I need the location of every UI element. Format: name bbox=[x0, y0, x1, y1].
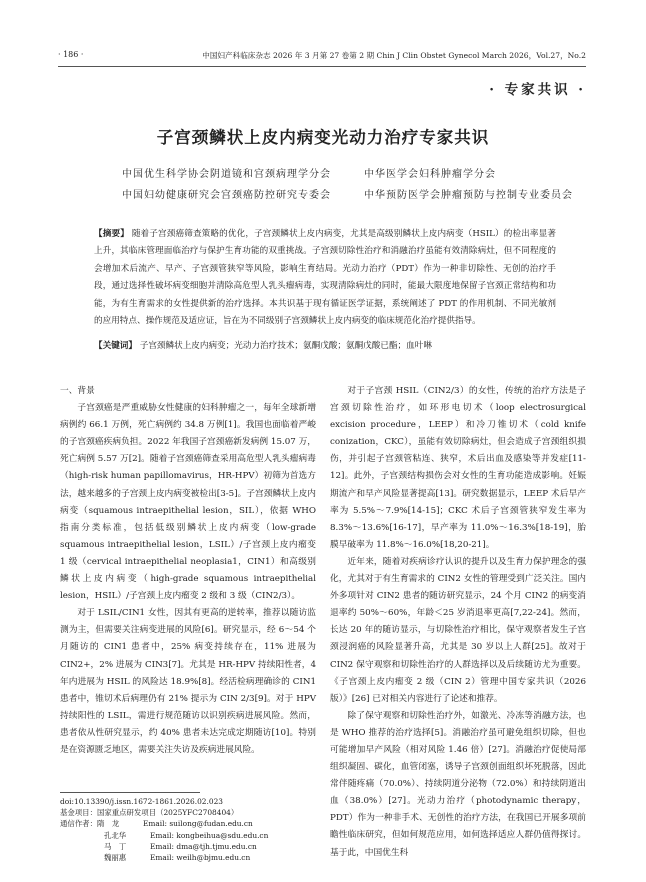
doi: doi:10.13390/j.issn.1672-1861.2026.02.023 bbox=[60, 797, 223, 806]
corresponding-author-1 bbox=[60, 818, 320, 829]
footnote-divider bbox=[60, 792, 200, 793]
paragraph: 子宫颈癌是严重威胁女性健康的妇科肿瘤之一，每年全球新增病例约 66.1 万例，死亡病例约 34.8 万例[1]。我国也面临着严峻的子宫颈癌疾病负担。2022 年我国子宫颈癌新发病例 15.07 万，死亡病例 5.57 万[2]。随着子宫颈癌筛查采用高危型人乳头瘤病毒（high-risk human papillomavirus，HR-HPV）初筛为首选方法，越来越多的子宫颈上皮内病变被检出[3-5]。子宫颈鳞状上皮内病变（squamous intraepithelial lesion，SIL），依据 WHO 指南分类标准，包括低级别鳞状上皮内病变（low-grade squamous intraepithelial lesion，LSIL）/子宫颈上皮内瘤变 1 级（cervical intraepithelial neoplasia1，CIN1）和高级别鳞状上皮内病变（high-grade squamous intraepithelial lesion，HSIL）/子宫颈上皮内瘤变 2 级和 3 级（CIN2/3）。 bbox=[60, 403, 316, 602]
author-name: 孔北华 bbox=[104, 830, 127, 840]
keywords-text: 子宫颈鳞状上皮内病变；光动力治疗技术；氨酮戊酸；氨酮戊酸已酯；血叶啉 bbox=[139, 341, 432, 351]
abstract bbox=[94, 226, 556, 330]
author-email: Email: weilh@bjmu.edu.cn bbox=[150, 853, 251, 863]
paragraph: 对于 LSIL/CIN1 女性，因其有更高的逆转率，推荐以随访监测为主，但需要关注病变进展的风险[6]。研究显示，经 6～54 个月随访的 CIN1 患者中，25% 病变持续存在，11% 进展为 CIN2+，2% 进展为 CIN3[7]。尤其是 HR-HPV 持续阳性者，4 年内进展为 HSIL 的风险达 18.9%[8]。经活检病理确诊的 CIN1 患者中，锥切术后病理仍有 21% 提示为 CIN 2/3[9]。对于 HPV 持续阳性的 LSIL，需进行规范随访以识别疾病进展风险。然而，患者依从性研究显示，约 40% 患者未达完成定期随访[10]。特别是在资源匮乏地区，需要关注失访及疾病进展风险。 bbox=[60, 608, 316, 755]
corresponding-author-3 bbox=[60, 841, 320, 852]
paragraph: 除了保守观察和切除性治疗外，如激光、冷冻等消融方法，也是 WHO 推荐的治疗选择[5]。消融治疗虽可避免组织切除，但也可能增加早产风险（相对风险 1.46 倍）[27]。消融治疗促使局部组织凝固、碳化，血管闭塞，诱导子宫颈创面组织坏死脱落，因此常伴随疼痛（70.0%）、持续阴道分泌物（72.0%）和持续阴道出血（38.0%）[27]。光动力治疗（photodynamic therapy，PDT）作为一种非手术、无创性的治疗方法，在我国已开展多项前瞻性临床研究，但如何规范应用，如何选择适应人群仍值得探讨。基于此，中国优生科 bbox=[330, 710, 586, 858]
organization-1: 中国优生科学协会阴道镜和宫颈病理学分会 bbox=[122, 169, 331, 180]
corresponding-author-4 bbox=[60, 852, 320, 863]
body-left-column bbox=[60, 383, 316, 759]
author-email: Email: dma@tjh.tjmu.edu.cn bbox=[150, 841, 257, 851]
organization-3: 中国妇幼健康研究会宫颈癌防控研究专委会 bbox=[122, 190, 331, 201]
page-number: · 186 · bbox=[58, 50, 84, 59]
organization-2: 中华医学会妇科肿瘤学分会 bbox=[364, 169, 496, 180]
paragraph: 对于子宫颈 HSIL（CIN2/3）的女性，传统的治疗方法是子宫颈切除性治疗，如环形电切术（loop electrosurgical excision procedure，LEEP）和冷刀锥切术（cold knife conization，CKC），虽能有效切除病灶，但会造成子宫颈组织损伤，并引起子宫颈管粘连、狭窄，术后出血及感染等并发症[11-12]。此外，子宫颈结构损伤会对女性的生育功能造成影响。妊娠期流产和早产风险显著提高[13]。研究数据显示，LEEP 术后早产率为 5.5%～7.9%[14-15]；CKC 术后子宫颈管狭窄发生率为 8.3%～13.6%[16-17]，早产率为 11.0%～16.3%[18-19]，胎膜早破率为 11.8%～16.0%[18,20-21]。 bbox=[330, 386, 586, 550]
column-tag: · 专家共识 · bbox=[489, 82, 586, 98]
abstract-label: 【摘要】 bbox=[94, 229, 129, 239]
journal-running-head: 中国妇产科临床杂志 2026 年 3 月第 27 卷第 2 期 Chin J Clin Obstet Gynecol March 2026，Vol.27，No.2 bbox=[202, 51, 586, 60]
footnotes bbox=[60, 796, 320, 863]
contact-label: 通信作者： bbox=[60, 819, 97, 829]
author-email: Email: suilong@fudan.edu.cn bbox=[142, 819, 253, 829]
fund-info: 基金项目：国家重点研发项目（2025YFC2708404） bbox=[60, 808, 239, 818]
running-header bbox=[58, 48, 586, 67]
paragraph: 近年来，随着对疾病诊疗认识的提升以及生育力保护理念的强化，尤其对于有生育需求的 CIN2 女性的管理受到广泛关注。国内外多项针对 CIN2 患者的随访研究显示，24 个月 CIN2 的病变消退率约 50%～60%，年龄＜25 岁消退率更高[7,22-24]。然而，长达 20 年的随访显示，与切除性治疗相比，保守观察者发生子宫颈浸润癌的风险显著升高，尤其是 30 岁以上人群[25]。故对于 CIN2 保守观察和切除性治疗的人群选择以及后续随访尤为重要。《子宫颈上皮内瘤变 2 级（CIN 2）管理中国专家共识（2026 版）》[26] 已对相关内容进行了论述和推荐。 bbox=[330, 556, 586, 704]
keywords-label: 【关键词】 bbox=[94, 341, 137, 351]
article-title: 子宫颈鳞状上皮内病变光动力治疗专家共识 bbox=[156, 128, 490, 147]
section-heading: 一、背景 bbox=[60, 386, 95, 396]
keywords bbox=[94, 339, 564, 351]
author-email: Email: kongbeihua@sdu.edu.cn bbox=[150, 830, 269, 840]
author-name: 隋 龙 bbox=[96, 819, 120, 829]
body-right-column bbox=[330, 383, 586, 862]
abstract-text: 随着子宫颈癌筛查策略的优化，子宫颈鳞状上皮内病变，尤其是高级别鳞状上皮内病变（HSIL）的检出率显著上升，其临床管理面临治疗与保护生育功能的双重挑战。子宫颈切除性治疗和消融治疗虽能有效清除病灶，但不同程度的会增加术后流产、早产、子宫颈管狭窄等风险，影响生育结局。光动力治疗（PDT）作为一种非切除性、无创的治疗手段，通过选择性破坏病变细胞并清除高危型人乳头瘤病毒，实现清除病灶的同时，能最大限度地保留子宫颈正常结构和功能，为有生育需求的女性提供新的治疗选择。本共识基于现有循证医学证据，系统阐述了 PDT 的作用机制、不同光敏剂的应用特点、操作规范及适应证，旨在为不同级别子宫颈鳞状上皮内病变的临床规范化治疗提供指导。 bbox=[94, 229, 556, 327]
corresponding-author-2 bbox=[60, 830, 320, 841]
author-name: 魏丽惠 bbox=[104, 853, 127, 863]
organization-4: 中华预防医学会肿瘤预防与控制专业委员会 bbox=[364, 190, 573, 201]
author-name: 马 丁 bbox=[104, 841, 127, 851]
